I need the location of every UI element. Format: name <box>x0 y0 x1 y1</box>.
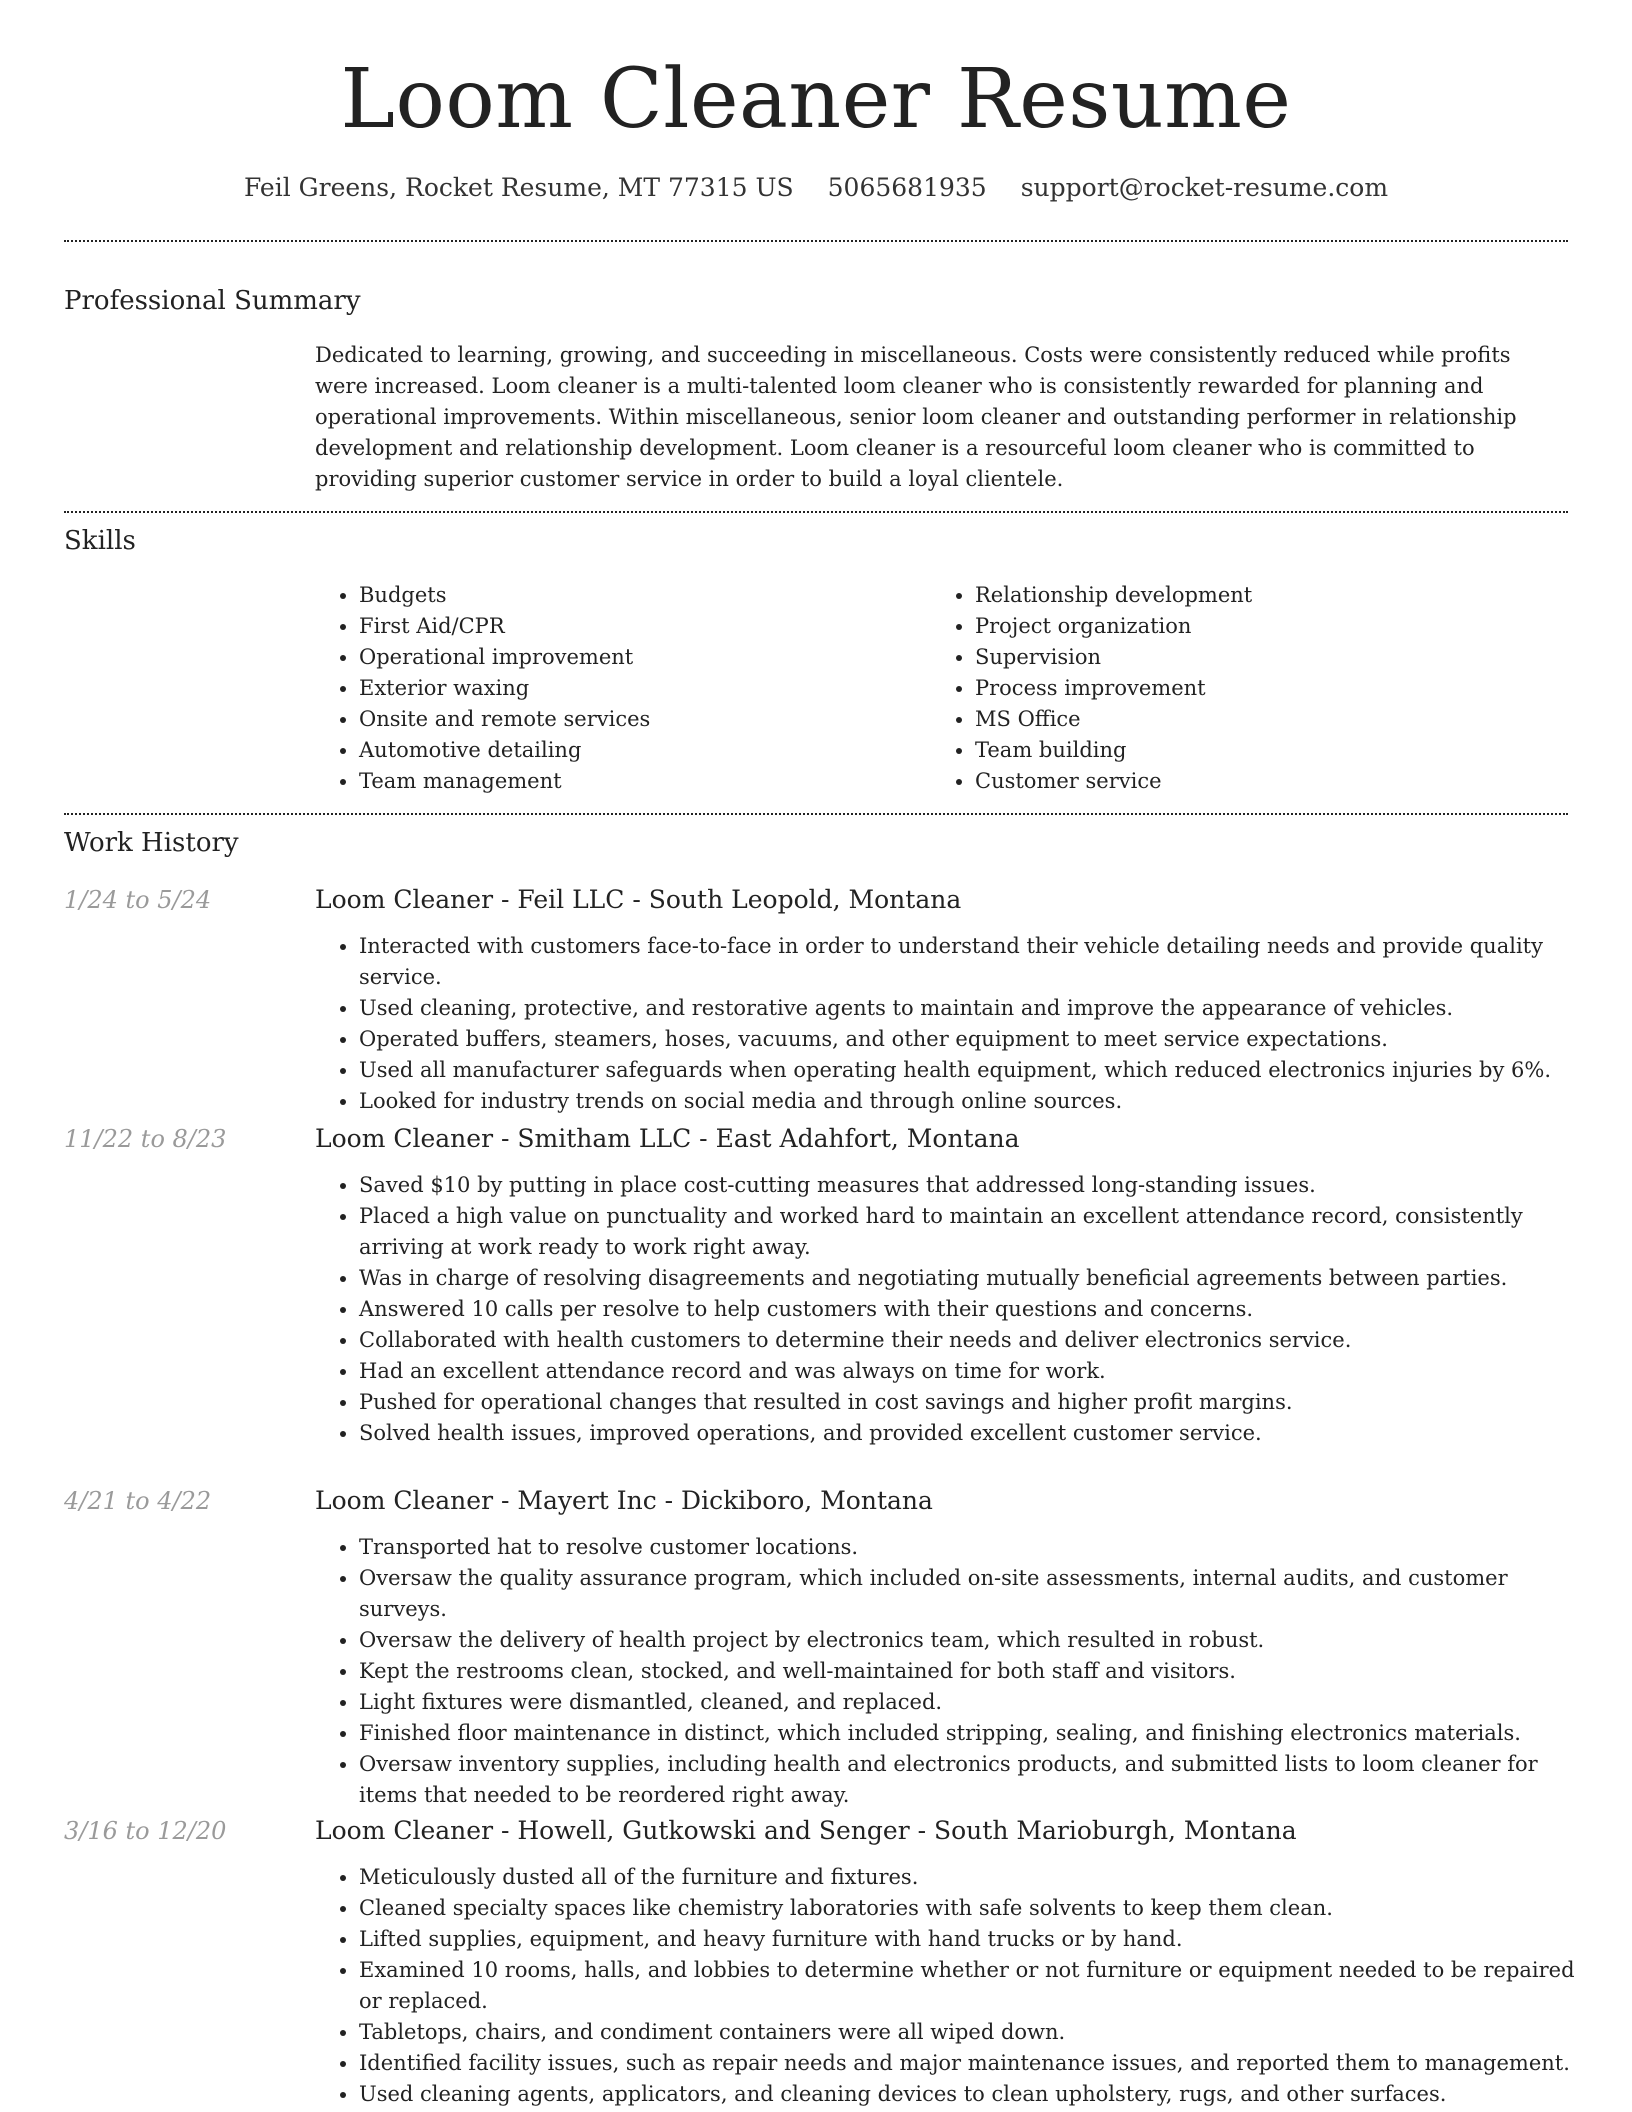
skill-item: • Exterior waxing <box>359 673 931 704</box>
job-bullets <box>315 1532 1580 1811</box>
contact-line <box>0 168 1632 208</box>
job-bullet: • Kept the restrooms clean, stocked, and well-maintained for both staff and visitors. <box>359 1656 1580 1687</box>
job-date: 3/16 to 12/20 <box>64 1817 227 1845</box>
skills-list <box>315 580 1555 797</box>
job-date: 11/22 to 8/23 <box>64 1125 227 1153</box>
job-bullet: • Answered 10 calls per resolve to help customers with their questions and concerns. <box>359 1294 1580 1325</box>
job-bullet: • Oversaw the delivery of health project by electronics team, which resulted in robust. <box>359 1625 1580 1656</box>
job-bullet: • Light fixtures were dismantled, cleaned, and replaced. <box>359 1687 1580 1718</box>
skills-column-left <box>315 580 931 797</box>
job-bullet: • Interacted with customers face-to-face in order to understand their vehicle detailing needs and provide quality service. <box>359 931 1580 993</box>
job-bullet: • Lifted supplies, equipment, and heavy furniture with hand trucks or by hand. <box>359 1924 1580 1955</box>
job-title: Loom Cleaner - Feil LLC - South Leopold, Montana <box>315 885 962 914</box>
job-bullet: • Placed a high value on punctuality and worked hard to maintain an excellent attendance record, consistently arriving at work ready to work right away. <box>359 1201 1580 1263</box>
job-bullet: • Used cleaning agents, applicators, and cleaning devices to clean upholstery, rugs, and other surfaces. <box>359 2079 1580 2110</box>
job-bullet: • Pushed for operational changes that resulted in cost savings and higher profit margins. <box>359 1387 1580 1418</box>
job-bullet: • Saved $10 by putting in place cost-cutting measures that addressed long-standing issues. <box>359 1170 1580 1201</box>
job-bullet: • Transported hat to resolve customer locations. <box>359 1532 1580 1563</box>
job-bullets <box>315 1170 1580 1449</box>
job-title: Loom Cleaner - Mayert Inc - Dickiboro, Montana <box>315 1486 933 1515</box>
skill-item: • Team building <box>975 735 1547 766</box>
job-bullet: • Meticulously dusted all of the furniture and fixtures. <box>359 1862 1580 1893</box>
summary-text: Dedicated to learning, growing, and succeeding in miscellaneous. Costs were consistently reduced while profits were increased. Loom cleaner is a multi-talented loom cleaner who is consistently rewarded for planning and operational improvements. Within miscellaneous, senior loom cleaner and outstanding performer in relationship development and relationship development. Loom cleaner is a resourceful loom cleaner who is committed to providing superior customer service in order to build a loyal clientele. <box>315 343 1517 491</box>
job-bullet: • Examined 10 rooms, halls, and lobbies to determine whether or not furniture or equipment needed to be repaired or replaced. <box>359 1955 1580 2017</box>
job-bullet: • Cleaned specialty spaces like chemistry laboratories with safe solvents to keep them clean. <box>359 1893 1580 1924</box>
job-bullet: • Used cleaning, protective, and restorative agents to maintain and improve the appearance of vehicles. <box>359 993 1580 1024</box>
job-bullet: • Looked for industry trends on social media and through online sources. <box>359 1086 1580 1117</box>
job-bullet: • Was in charge of resolving disagreements and negotiating mutually beneficial agreements between parties. <box>359 1263 1580 1294</box>
section-divider <box>64 240 1568 242</box>
job-bullet: • Tabletops, chairs, and condiment containers were all wiped down. <box>359 2017 1580 2048</box>
skill-item: • Supervision <box>975 642 1547 673</box>
job-bullet: • Oversaw the quality assurance program, which included on-site assessments, internal audits, and customer surveys. <box>359 1563 1580 1625</box>
job-bullet: • Identified facility issues, such as repair needs and major maintenance issues, and reported them to management. <box>359 2048 1580 2079</box>
job-title: Loom Cleaner - Howell, Gutkowski and Senger - South Marioburgh, Montana <box>315 1816 1297 1845</box>
contact-phone: 5065681935 <box>827 173 987 202</box>
skill-item: • Budgets <box>359 580 931 611</box>
job-date: 4/21 to 4/22 <box>64 1487 212 1515</box>
job-bullet: • Collaborated with health customers to determine their needs and deliver electronics service. <box>359 1325 1580 1356</box>
job-date: 1/24 to 5/24 <box>64 886 212 914</box>
job-bullets <box>315 1862 1580 2110</box>
resume-title: Loom Cleaner Resume <box>340 52 1292 147</box>
skill-item: • Onsite and remote services <box>359 704 931 735</box>
skill-item: • First Aid/CPR <box>359 611 931 642</box>
skills-heading: Skills <box>64 526 136 556</box>
skills-column-right <box>931 580 1547 797</box>
summary-heading: Professional Summary <box>64 286 361 316</box>
job-bullet: • Oversaw inventory supplies, including health and electronics products, and submitted lists to loom cleaner for items that needed to be reordered right away. <box>359 1749 1580 1811</box>
contact-email: support@rocket-resume.com <box>1020 173 1389 202</box>
section-divider <box>64 813 1568 815</box>
job-bullet: • Used all manufacturer safeguards when operating health equipment, which reduced electronics injuries by 6%. <box>359 1055 1580 1086</box>
job-title: Loom Cleaner - Smitham LLC - East Adahfort, Montana <box>315 1124 1020 1153</box>
skill-item: • Customer service <box>975 766 1547 797</box>
job-bullet: • Finished floor maintenance in distinct, which included stripping, sealing, and finishing electronics materials. <box>359 1718 1580 1749</box>
skill-item: • Operational improvement <box>359 642 931 673</box>
job-bullet: • Operated buffers, steamers, hoses, vacuums, and other equipment to meet service expectations. <box>359 1024 1580 1055</box>
work-history-heading: Work History <box>64 828 239 858</box>
skill-item: • Process improvement <box>975 673 1547 704</box>
skill-item: • Project organization <box>975 611 1547 642</box>
section-divider <box>64 511 1568 513</box>
skill-item: • Relationship development <box>975 580 1547 611</box>
job-bullet: • Solved health issues, improved operations, and provided excellent customer service. <box>359 1418 1580 1449</box>
skill-item: • Automotive detailing <box>359 735 931 766</box>
skill-item: • Team management <box>359 766 931 797</box>
job-bullet: • Had an excellent attendance record and was always on time for work. <box>359 1356 1580 1387</box>
contact-address: Feil Greens, Rocket Resume, MT 77315 US <box>243 173 794 202</box>
job-bullets <box>315 931 1580 1117</box>
skill-item: • MS Office <box>975 704 1547 735</box>
